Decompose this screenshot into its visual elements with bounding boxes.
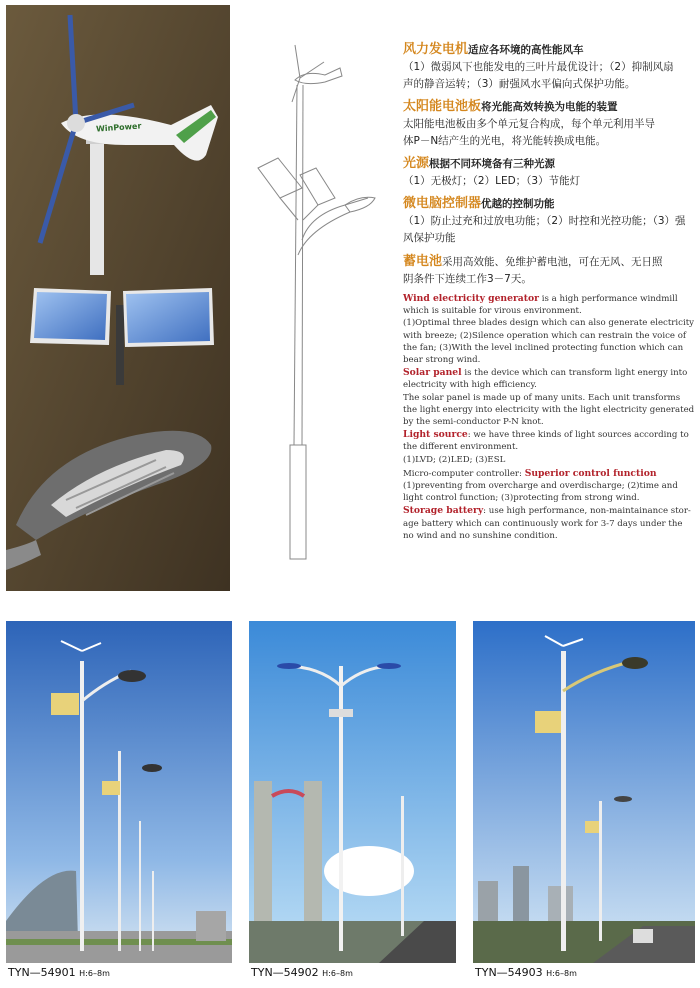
height-label: H:6–8m (546, 969, 577, 978)
product-photo-54901 (6, 621, 232, 963)
wind-title-en: Wind electricity generator (403, 293, 539, 304)
caption-54902 (251, 966, 353, 979)
light-line-en: the different environment. (403, 442, 519, 453)
model-label: TYN—54901 (8, 966, 76, 979)
solar-title-cn: 太阳能电池板 (403, 99, 482, 114)
light-title-cn: 光源 (403, 156, 430, 171)
product-photo-54903 (473, 621, 695, 963)
feature-light-cn (403, 152, 695, 190)
feature-wind-cn (403, 38, 695, 93)
battery-line-en: no wind and no sunshine condition. (403, 530, 558, 541)
solar-title-en: Solar panel (403, 367, 462, 379)
street-scene-2 (249, 621, 456, 963)
model-label: TYN—54902 (251, 966, 319, 979)
feature-controller-cn (403, 192, 695, 247)
street-scene-1 (6, 621, 232, 963)
light-line-en: : we have three kinds of light sources according to (467, 430, 689, 441)
wind-subtitle-cn: 适应各环境的高性能风车 (468, 44, 584, 56)
model-label: TYN—54903 (475, 966, 543, 979)
height-label: H:6–8m (79, 969, 110, 978)
feature-battery-cn (403, 250, 695, 288)
wind-line-en: bear strong wind. (403, 355, 481, 366)
light-title-en: Light source (403, 429, 468, 441)
battery-line-en: age battery which can continuously work for 3-7 days under the (403, 518, 683, 529)
component-photo-panel (6, 5, 230, 591)
solar-line-en: electricity with high efficiency. (403, 380, 537, 391)
solar-line-en: the light energy into electricity with the light electricity generated (403, 404, 695, 415)
light-line-en: (1)LVD; (2)LED; (3)ESL (403, 454, 506, 465)
controller-title-en: Superior control function (524, 467, 657, 479)
turbine-brand-label: WinPower (95, 121, 142, 134)
battery-line-1-cn: 采用高效能、免维护蓄电池，可在无风、无日照 (442, 256, 663, 268)
streetlight-line-drawing (250, 40, 380, 565)
wind-line-en: the fan; (3)With the level inclined protecting function which can (403, 342, 684, 353)
component-photos (6, 5, 230, 591)
feature-solar-cn (403, 95, 695, 150)
wind-line-1-cn: （1）微弱风下也能发电的三叶片最优设计；（2）抑制风扇 (403, 61, 674, 73)
controller-line-1-cn: （1）防止过充和过放电功能；（2）时控和光控功能；（3）强 (403, 215, 686, 227)
battery-title-cn: 蓄电池 (403, 254, 443, 269)
caption-54903 (475, 966, 577, 979)
feature-english (403, 293, 695, 542)
street-scene-3 (473, 621, 695, 963)
solar-line-1-cn: 太阳能电池板由多个单元复合构成，每个单元利用半导 (403, 118, 655, 130)
solar-line-2-cn: 体P－N结产生的光电，将光能转换成电能。 (403, 135, 607, 147)
battery-line-2-cn: 阴条件下连续工作3－7天。 (403, 273, 532, 285)
controller-line-en: light control function; (3)protecting from strong wind. (403, 493, 640, 504)
wind-line-en: which is suitable for virous environment. (403, 306, 582, 317)
product-photo-54902 (249, 621, 456, 963)
wind-line-en: with breeze; (2)Silence operation which can restrain the voice of (403, 330, 687, 341)
battery-line-en: : use high performance, non-maintainance stor- (483, 506, 691, 517)
light-line-1-cn: （1）无极灯；（2）LED；（3）节能灯 (403, 175, 581, 187)
solar-line-en: is the device which can transform light energy into (461, 368, 688, 379)
controller-line-2-cn: 风保护功能 (403, 232, 456, 244)
wind-line-2-cn: 声的静音运转；（3）耐强风水平偏向式保护功能。 (403, 78, 636, 90)
controller-title-cn: 微电脑控制器 (403, 196, 482, 211)
wind-line-en: is a high performance windmill (538, 294, 678, 304)
wind-line-en: (1)Optimal three blades design which can also generate electricity (403, 318, 695, 329)
controller-subtitle-cn: 优越的控制功能 (481, 198, 555, 210)
battery-title-en: Storage battery (403, 505, 484, 517)
light-subtitle-cn: 根据不同环境备有三种光源 (429, 158, 556, 170)
solar-line-en: by the semi-conductor P-N knot. (403, 417, 544, 428)
controller-pre-en: Micro-computer controller: (403, 468, 525, 479)
wind-title-cn: 风力发电机 (403, 42, 469, 57)
caption-54901 (8, 966, 110, 979)
height-label: H:6–8m (322, 969, 353, 978)
solar-subtitle-cn: 将光能高效转换为电能的装置 (481, 101, 618, 113)
controller-line-en: (1)preventing from overcharge and overdischarge; (2)time and (403, 481, 678, 492)
solar-line-en: The solar panel is made up of many units. Each unit transforms (403, 392, 681, 403)
